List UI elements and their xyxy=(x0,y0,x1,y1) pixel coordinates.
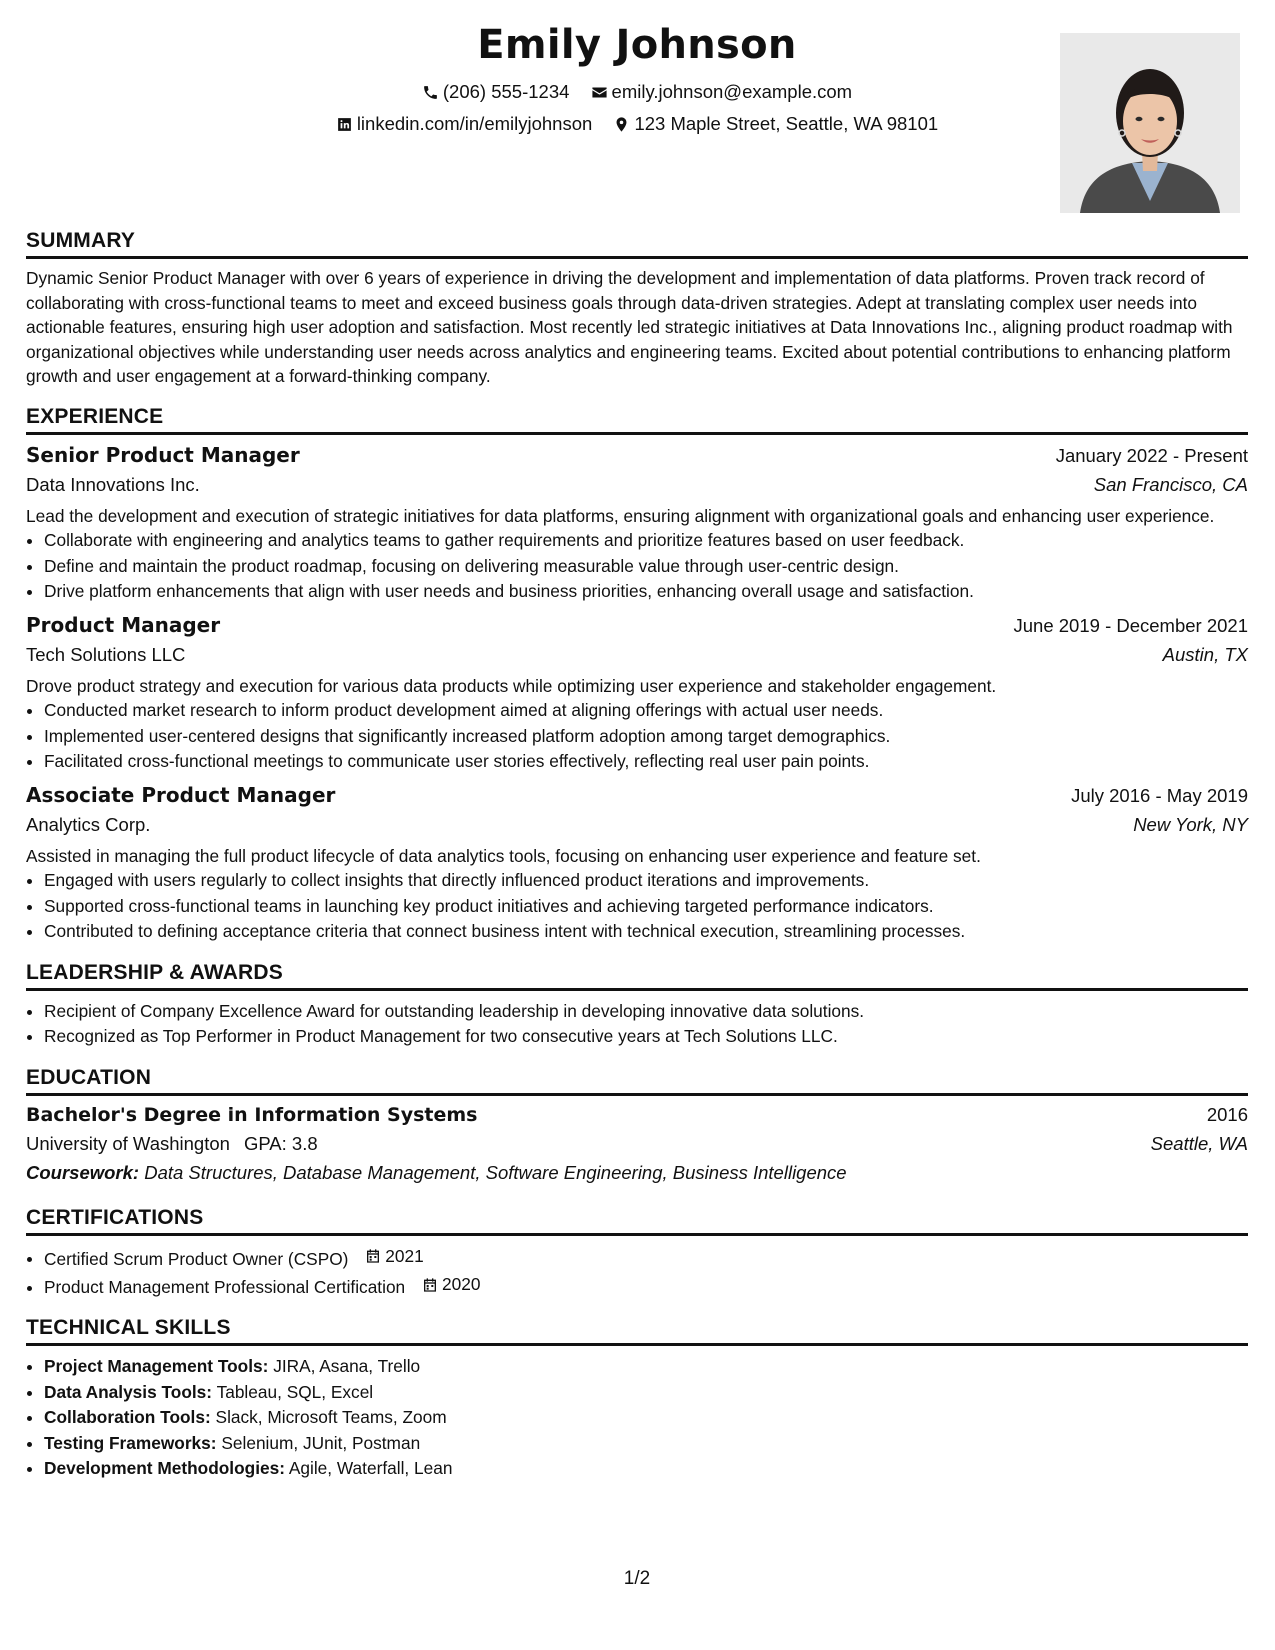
coursework-list: Data Structures, Database Management, Software Engineering, Business Intelligence xyxy=(144,1161,847,1183)
portrait-image xyxy=(1060,33,1240,213)
job-description: Drove product strategy and execution for various data products while optimizing user experience and stakeholder engagement. xyxy=(26,675,997,696)
degree-name: Bachelor's Degree in Information Systems xyxy=(26,1103,478,1126)
section-title-education: EDUCATION xyxy=(26,1066,1248,1096)
cert-name: Product Management Professional Certification xyxy=(44,1276,406,1297)
company-name: Analytics Corp. xyxy=(26,813,151,835)
section-title-certifications: CERTIFICATIONS xyxy=(26,1206,1248,1236)
list-item: • Implemented user-centered designs that significantly increased platform adoption among target demographics. xyxy=(44,724,1248,750)
coursework xyxy=(26,1162,1248,1184)
map-pin-icon xyxy=(613,116,630,133)
calendar-icon xyxy=(365,1248,381,1264)
graduation-year: 2016 xyxy=(1206,1103,1248,1125)
job-bullets xyxy=(26,528,1248,605)
street-address: 123 Maple Street, Seattle, WA 98101 xyxy=(634,113,939,134)
list-item xyxy=(44,1456,1248,1482)
linkedin-url[interactable]: linkedin.com/in/emilyjohnson xyxy=(356,113,593,134)
skill-value: JIRA, Asana, Trello xyxy=(273,1356,421,1376)
job-entry xyxy=(26,443,1248,605)
list-item xyxy=(44,1354,1248,1380)
resume-page xyxy=(26,0,1248,1650)
job-entry xyxy=(26,613,1248,775)
cert-date xyxy=(365,1244,423,1270)
list-item: • Recognized as Top Performer in Product Management for two consecutive years at Tech Solutions LLC. xyxy=(44,1024,1248,1050)
section-title-leadership: LEADERSHIP & AWARDS xyxy=(26,961,1248,991)
job-location: Austin, TX xyxy=(1162,643,1248,665)
list-item: • Engaged with users regularly to collect insights that directly influenced product iterations and improvements. xyxy=(44,868,1248,894)
skill-label: Data Analysis Tools: xyxy=(44,1381,213,1402)
job-description: Assisted in managing the full product lifecycle of data analytics tools, focusing on enhancing user experience and feature set. xyxy=(26,845,981,866)
cert-date xyxy=(422,1272,480,1298)
school-line xyxy=(26,1133,332,1155)
job-entry xyxy=(26,783,1248,945)
job-date: January 2022 - Present xyxy=(1055,444,1248,466)
job-bullets xyxy=(26,698,1248,775)
phone-contact xyxy=(422,81,570,103)
list-item: • Recipient of Company Excellence Award for outstanding leadership in developing innovative data solutions. xyxy=(44,999,1248,1025)
list-item: • Define and maintain the product roadmap, focusing on delivering measurable value through user-centric design. xyxy=(44,554,1248,580)
company-name: Tech Solutions LLC xyxy=(26,643,186,665)
candidate-name: Emily Johnson xyxy=(477,22,797,68)
education-entry xyxy=(26,1104,1248,1184)
list-item xyxy=(44,1405,1248,1431)
gpa: GPA: 3.8 xyxy=(243,1132,318,1154)
job-title: Associate Product Manager xyxy=(26,782,336,807)
list-item: • Contributed to defining acceptance criteria that connect business intent with technical execution, streamlining processes. xyxy=(44,919,1248,945)
linkedin-contact[interactable] xyxy=(336,113,592,135)
skill-value: Tableau, SQL, Excel xyxy=(216,1381,374,1402)
skills-list xyxy=(26,1354,1248,1482)
job-bullets xyxy=(26,868,1248,945)
job-title: Senior Product Manager xyxy=(26,442,300,467)
address-contact xyxy=(613,113,938,135)
skill-label: Project Management Tools: xyxy=(44,1356,269,1376)
cert-name: Certified Scrum Product Owner (CSPO) xyxy=(44,1248,349,1269)
cert-year: 2021 xyxy=(385,1245,424,1266)
page-number: 1/2 xyxy=(623,1568,651,1589)
list-item xyxy=(44,1431,1248,1457)
section-title-skills: TECHNICAL SKILLS xyxy=(26,1316,1248,1346)
list-item xyxy=(44,1244,1248,1272)
profile-photo xyxy=(1060,33,1240,213)
email-contact[interactable] xyxy=(591,81,853,103)
job-description: Lead the development and execution of strategic initiatives for data platforms, ensuring alignment with organizational goals and enhancing user experience. xyxy=(26,505,1215,526)
section-title-experience: EXPERIENCE xyxy=(26,405,1248,435)
skill-label: Testing Frameworks: xyxy=(44,1432,217,1453)
skill-value: Selenium, JUnit, Postman xyxy=(221,1432,421,1453)
school-location: Seattle, WA xyxy=(1150,1132,1248,1154)
school-name: University of Washington xyxy=(26,1132,230,1154)
job-date: June 2019 - December 2021 xyxy=(1013,614,1248,636)
list-item: • Facilitated cross-functional meetings to communicate user stories effectively, reflecting real user pain points. xyxy=(44,749,1248,775)
certifications-list xyxy=(26,1244,1248,1301)
skill-value: Agile, Waterfall, Lean xyxy=(288,1458,453,1478)
envelope-icon xyxy=(591,84,608,101)
calendar-icon xyxy=(422,1277,438,1293)
job-title: Product Manager xyxy=(26,612,221,637)
phone-icon xyxy=(422,84,439,101)
list-item: • Supported cross-functional teams in launching key product initiatives and achieving targeted performance indicators. xyxy=(44,894,1248,920)
job-location: San Francisco, CA xyxy=(1093,473,1248,495)
skill-label: Development Methodologies: xyxy=(44,1458,285,1478)
resume-header xyxy=(26,0,1248,215)
section-title-summary: SUMMARY xyxy=(26,229,1248,259)
leadership-list xyxy=(26,999,1248,1050)
coursework-label: Coursework: xyxy=(26,1161,140,1183)
skill-value: Slack, Microsoft Teams, Zoom xyxy=(215,1407,447,1427)
list-item: • Conducted market research to inform product development aimed at aligning offerings with actual user needs. xyxy=(44,698,1248,724)
job-date: July 2016 - May 2019 xyxy=(1071,784,1248,806)
list-item xyxy=(44,1380,1248,1406)
phone-number: (206) 555-1234 xyxy=(442,81,570,102)
cert-year: 2020 xyxy=(441,1273,481,1294)
company-name: Data Innovations Inc. xyxy=(26,473,200,495)
summary-text: Dynamic Senior Product Manager with over 6 years of experience in driving the development and implementation of data platforms. Proven track record of collaborating with cross-functional teams to meet and exceed business goals through data-driven strategies. Adept at translating complex user needs into actionable features, ensuring high user adoption and satisfaction. Most recently led strategic initiatives at Data Innovations Inc., aligning product roadmap with organizational objectives while understanding user needs across analytics and engineering teams. Excited about potential contributions to enhancing platform growth and user engagement at a forward-thinking company. xyxy=(26,268,1233,386)
email-address[interactable]: emily.johnson@example.com xyxy=(611,81,853,102)
list-item: • Drive platform enhancements that align with user needs and business priorities, enhancing overall usage and satisfaction. xyxy=(44,579,1248,605)
list-item: • Collaborate with engineering and analytics teams to gather requirements and prioritize features based on user feedback. xyxy=(44,528,1248,554)
list-item xyxy=(44,1272,1248,1300)
job-location: New York, NY xyxy=(1133,813,1248,835)
linkedin-icon xyxy=(336,116,353,133)
skill-label: Collaboration Tools: xyxy=(44,1407,211,1427)
